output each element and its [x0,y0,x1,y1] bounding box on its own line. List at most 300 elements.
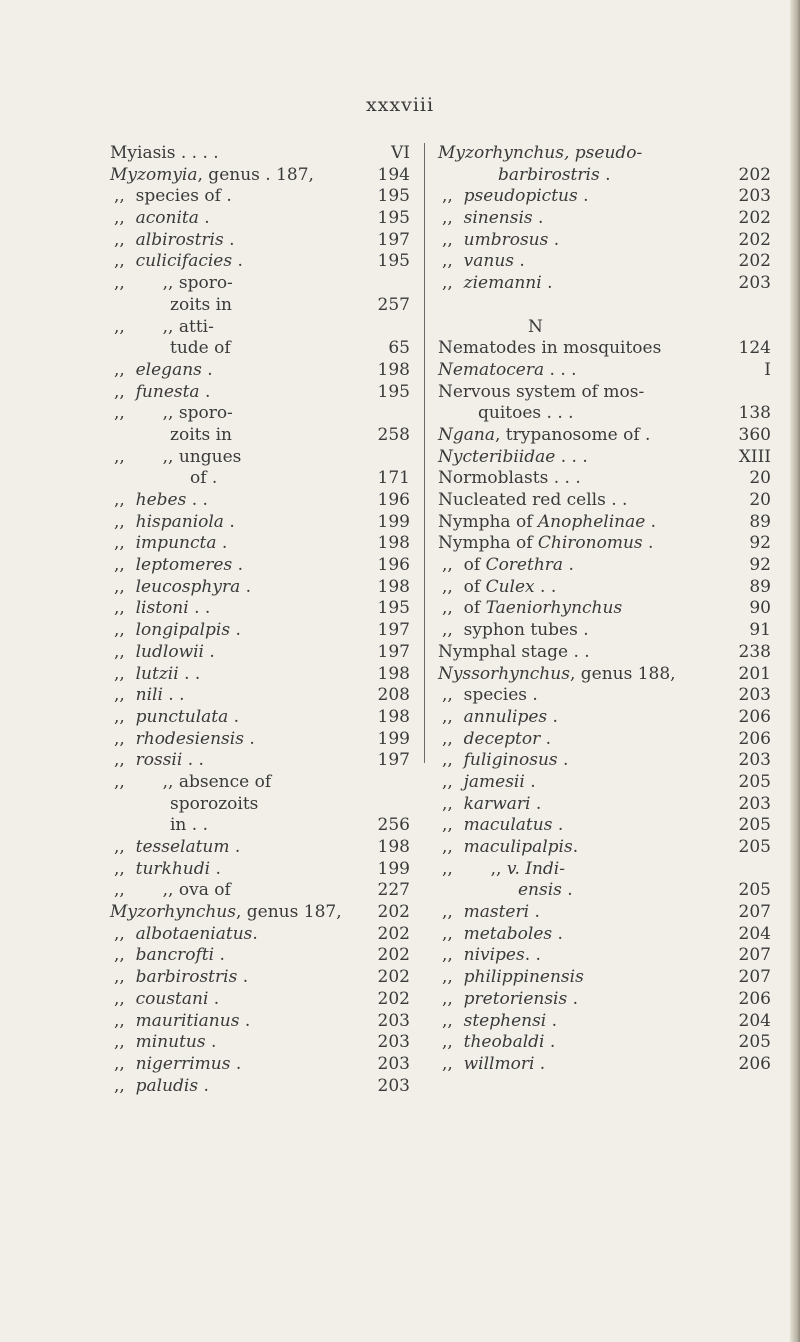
entry-term-italic: theobaldi [463,1032,545,1053]
entry-term [453,1011,464,1031]
entry-page: 205 [738,837,771,857]
index-entry [438,815,771,837]
entry-term-italic: Anophelinae [537,511,646,532]
entry-term-italic: rossii [135,750,183,771]
entry-term: . [199,381,211,402]
entry-term [453,729,464,749]
entry-term: ,, [442,902,453,923]
index-entry [110,317,410,339]
entry-page: 199 [377,511,410,532]
index-entry [110,555,410,577]
entry-term [125,750,136,770]
index-entry [438,143,771,165]
entry-term [125,664,136,684]
index-entry [438,230,771,252]
entry-term-italic: umbrosus [463,229,549,250]
entry-text [478,403,574,425]
entry-term: . [534,1053,546,1074]
entry-term: ,, [114,880,125,901]
entry-term [125,620,136,640]
entry-term: ,, [442,815,453,836]
entry-term: ,, [114,1053,125,1074]
entry-term: ,, [114,1075,125,1096]
index-entry [438,1054,771,1076]
index-entry [110,403,410,425]
entry-term: , genus 188, [569,663,676,684]
entry-term: zoits in [170,294,232,315]
entry-page: 203 [377,1010,410,1031]
entry-term-italic: listoni [135,598,189,619]
entry-page: 198 [377,663,410,684]
entry-term: Normoblasts . . . [438,468,581,489]
index-entry [110,924,410,946]
index-entry [110,729,410,751]
entry-term: species . [452,685,538,706]
entry-term: . [532,208,544,229]
index-entry [438,880,771,902]
entry-term: , genus 187, [235,902,342,923]
entry-term [125,837,136,857]
entry-page: 197 [377,229,410,250]
entry-term: . [198,1075,209,1096]
entry-term [125,382,136,402]
entry-page: 206 [738,706,771,727]
index-entry [438,273,771,295]
entry-term: zoits in [170,424,232,445]
entry-text [438,664,676,686]
entry-term: in . . [170,815,209,836]
entry-term: ,, [442,837,453,857]
index-entry [110,945,410,967]
index-entry [438,664,771,686]
entry-term: . [205,1032,217,1053]
entry-term: . [529,902,540,923]
entry-term: . . . . [175,143,219,163]
entry-term-italic: elegans [135,359,202,380]
entry-page: 198 [377,837,410,857]
entry-page: 171 [377,468,410,489]
entry-text [442,707,558,729]
entry-text [442,945,541,967]
entry-term [125,598,136,618]
index-entry [110,598,410,620]
entry-term: . [552,923,563,944]
entry-term: ,, [114,641,125,662]
entry-term: ,, [442,858,453,879]
entry-term-italic: fuliginosus [463,750,558,771]
index-entry [438,967,771,989]
entry-text [114,555,243,577]
entry-text [442,924,563,946]
index-entry [110,230,410,252]
entry-page: 258 [377,424,410,445]
entry-term: of [452,598,486,619]
index-entry [110,533,410,555]
entry-text [114,447,241,469]
entry-text [442,794,541,816]
entry-page: 196 [377,555,410,576]
entry-term: ,, [442,1053,453,1074]
entry-term: . [223,229,235,250]
entry-page: 198 [377,576,410,597]
index-entry [110,880,410,902]
index-entry [438,642,771,664]
entry-term: . [201,359,213,380]
entry-text [438,338,661,360]
page-edge [790,0,800,1342]
entry-term: ,, [114,403,125,424]
entry-term-italic: masteri [463,902,530,923]
entry-term-italic: lutzii [135,663,179,684]
entry-term: . [572,837,579,857]
entry-term: ,, [442,771,453,792]
entry-term [125,512,136,532]
entry-text [170,425,232,447]
entry-term-italic: funesta [135,381,200,402]
entry-term-italic: albotaeniatus [135,923,253,944]
entry-term: ,, [442,750,453,771]
entry-term: . [540,728,552,749]
entry-term-italic: Nycteribiidae [438,446,556,467]
index-entry [438,577,771,599]
entry-term: of [452,576,486,597]
entry-page: 195 [377,598,410,619]
index-entry [110,1076,410,1098]
entry-term: . [252,923,258,944]
entry-page: 20 [749,490,771,510]
index-entry [110,750,410,772]
index-entry [438,186,771,208]
entry-term: . [223,511,235,532]
index-entry [438,859,771,881]
entry-text [438,468,581,490]
index-entry [110,1032,410,1054]
entry-text [114,685,185,707]
index-entry [438,685,771,707]
entry-term: Nematodes in mosquitoes [438,338,662,359]
entry-text [114,967,248,989]
entry-term-italic: nivipes [463,945,525,966]
entry-text [114,707,239,729]
entry-term: . [642,533,654,554]
index-entry [438,772,771,794]
entry-term-italic: philippinensis [463,967,584,988]
entry-term-italic: jamesii [463,771,525,792]
index-entry [438,1032,771,1054]
entry-term [125,360,136,380]
entry-text [442,750,568,772]
entry-term: . [243,728,255,749]
entry-page: 195 [377,186,410,207]
entry-text [442,251,525,273]
entry-term-italic: albirostris [135,229,224,250]
entry-page: 202 [377,967,410,988]
entry-term [453,815,464,835]
entry-term: . . [182,750,204,771]
entry-text [114,1011,250,1033]
entry-term [453,989,464,1009]
entry-term: . [541,273,553,294]
entry-page: 92 [749,533,771,554]
entry-term: . . [178,663,201,684]
entry-term [125,1054,136,1074]
entry-text [114,186,232,208]
entry-term: ,, [114,988,125,1009]
entry-text [438,425,650,447]
entry-text [518,880,573,902]
entry-term: ,, [114,533,125,554]
entry-term: ,, [452,858,507,879]
page-number: xxxviii [365,94,435,116]
entry-page: 202 [738,208,771,229]
entry-term-italic: ziemanni [463,273,542,294]
entry-term: ,, ova of [124,880,231,901]
index-entry [110,382,410,404]
entry-page: 208 [377,685,410,706]
entry-text [442,989,578,1011]
entry-text [114,924,258,946]
entry-term [453,837,464,857]
entry-term: ,, [442,923,453,944]
entry-term-italic: vanus [463,251,514,272]
entry-term: ,, [114,1010,125,1031]
index-entry [438,338,771,360]
entry-term: . [524,771,536,792]
entry-term: . . [188,598,211,619]
entry-term: . [204,641,215,662]
entry-term-italic: Nematocera [438,359,545,380]
entry-term: ,, atti- [124,316,214,337]
entry-term: . . . [544,359,577,380]
entry-term: . [645,511,657,532]
entry-term: ,, [114,208,125,229]
entry-term [125,208,136,228]
entry-term-italic: metaboles [463,923,553,944]
entry-term: . [548,229,560,250]
entry-page: 202 [377,945,410,966]
entry-page: 89 [749,576,771,597]
entry-term: ,, [442,273,453,294]
entry-text [438,143,642,165]
entry-text [110,902,342,924]
entry-page: 202 [377,923,410,944]
entry-text [114,620,241,642]
entry-term: sporozoits [170,793,259,814]
entry-term: ,, absence of [124,771,272,792]
entry-text [114,490,208,512]
entry-term: ,, ungues [124,446,242,467]
entry-text [442,1032,555,1054]
entry-term-italic: rhodesiensis [135,728,244,749]
entry-text [114,1032,216,1054]
entry-page: 195 [377,381,410,402]
entry-text [114,1076,209,1098]
entry-term [125,251,136,271]
entry-text [114,859,221,881]
entry-page: 89 [749,511,771,532]
entry-text [114,880,231,902]
index-entry [110,772,410,794]
entry-text [114,664,200,686]
entry-page: 195 [377,208,410,229]
entry-term: . [232,555,243,576]
entry-text [114,273,233,295]
entry-text [114,533,227,555]
entry-term: ,, [114,576,125,597]
index-entry [110,447,410,469]
entry-term-italic: stephensi [463,1010,547,1031]
entry-term: Nympha of [438,533,538,554]
entry-term: . [530,793,542,814]
entry-text [190,468,217,490]
entry-term: ,, [114,598,125,619]
entry-term: Myiasis [110,143,176,163]
entry-term: ,, [114,967,125,988]
entry-term: ,, [442,555,453,576]
entry-text [170,794,258,816]
entry-term: . [232,251,243,272]
index-entry [110,707,410,729]
entry-term: Nervous system of mos- [438,381,645,402]
entry-term: ,, [114,511,125,532]
entry-page: 257 [377,294,410,315]
entry-term [453,273,464,293]
index-entry [438,729,771,751]
index-entry [438,425,771,447]
entry-text [114,729,255,751]
entry-term [125,1076,136,1096]
entry-text [114,403,233,425]
entry-term [125,989,136,1009]
entry-term: . [240,576,252,597]
entry-term-italic: Myzorhynchus [110,902,236,923]
entry-term: ,, [442,793,453,814]
entry-term-italic: hispaniola [135,511,224,532]
entry-page: 196 [377,490,410,510]
entry-page: 20 [749,468,771,489]
entry-page: 202 [377,902,410,923]
index-entry [438,447,771,469]
entry-term [453,772,464,792]
entry-term-italic: aconita [135,208,199,229]
entry-term [453,967,464,987]
entry-term: , trypanosome of . [494,424,651,445]
index-entry [110,794,410,816]
entry-page: 202 [738,251,771,272]
entry-term: ,, [114,186,125,207]
entry-text [442,837,578,859]
entry-text [114,382,210,404]
entry-term: . [214,945,225,966]
entry-term: . [210,858,221,879]
entry-term: quitoes . . . [478,403,574,424]
entry-text [438,512,656,534]
index-entry [110,360,410,382]
entry-text [438,360,577,382]
entry-page: 205 [738,815,771,836]
index-entry [110,186,410,208]
entry-page: 227 [377,880,410,901]
entry-term: ,, [442,728,453,749]
entry-term: ,, [114,837,125,857]
entry-page: 203 [738,685,771,706]
index-entry [438,1011,771,1033]
entry-text [114,208,210,230]
entry-page: 207 [738,902,771,923]
entry-term: . [229,837,241,857]
entry-term: ,, [442,988,453,1009]
index-entry [438,989,771,1011]
entry-page: 360 [738,424,771,445]
entry-term: . [567,988,579,1009]
index-entry [438,598,771,620]
entry-term [453,707,464,727]
entry-term: ,, [114,663,125,684]
entry-term [125,1032,136,1052]
entry-term: . [239,1010,251,1031]
entry-term: ,, [114,858,125,879]
entry-page: 195 [377,251,410,272]
entry-page: 256 [377,815,410,836]
index-entry [438,360,771,382]
entry-text [438,642,590,664]
entry-page: 91 [749,620,771,641]
entry-term-italic: willmori [463,1053,535,1074]
entry-text [114,837,240,859]
entry-term: ,, [442,967,453,988]
entry-text [442,555,574,577]
entry-term: . [216,533,228,554]
index-entry [110,425,410,447]
entry-page: 198 [377,533,410,554]
index-entry [110,577,410,599]
index-entry [438,317,771,339]
entry-term: ,, [114,555,125,576]
entry-text [114,512,235,534]
index-entry [110,143,410,165]
entry-term: . . [534,576,557,597]
entry-term: ,, [442,706,453,727]
entry-term: ,, sporo- [124,403,233,424]
entry-page: I [764,359,771,380]
entry-term-italic: annulipes [463,706,548,727]
entry-text [438,490,627,512]
index-entry [438,533,771,555]
index-entry [110,642,410,664]
entry-term: ,, [114,446,125,467]
index-entry [110,295,410,317]
entry-text [114,598,210,620]
entry-term: . [198,208,210,229]
entry-term-italic: barbirostris [135,967,238,988]
entry-term: ,, [114,923,125,944]
entry-text [110,165,314,187]
entry-text [114,1054,241,1076]
entry-term-italic: leucosphyra [135,576,241,597]
entry-page: 205 [738,771,771,792]
entry-term [453,230,464,250]
index-entry [110,208,410,230]
entry-page: 199 [377,728,410,749]
entry-term-italic: pretoriensis [463,988,568,1009]
entry-term: ,, [114,771,125,792]
entry-term: ,, [114,706,125,727]
entry-text [442,1011,557,1033]
entry-text [442,815,563,837]
entry-term [125,924,136,944]
index-entry [438,165,771,187]
entry-text [114,251,243,273]
